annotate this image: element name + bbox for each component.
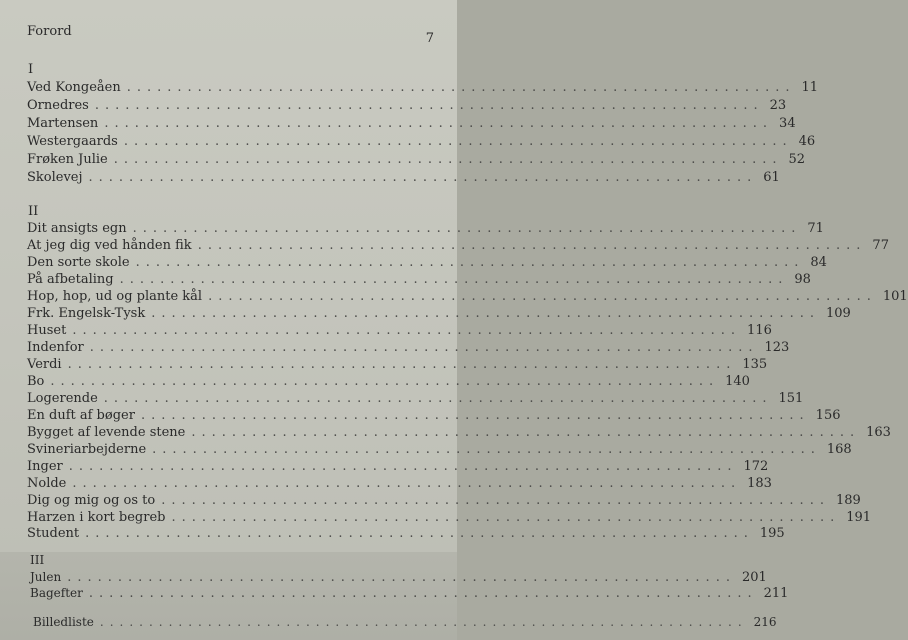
toc-entry-page: 61 (763, 170, 780, 185)
toc-entry-label: Skolevej (27, 170, 83, 185)
toc-leader: .................................................................. (126, 80, 796, 95)
toc-entry-picture-list (33, 614, 777, 630)
toc-leader: .................................................................. (161, 493, 830, 508)
toc-leader: .................................................................. (103, 391, 773, 406)
toc-leader: .................................................................. (85, 526, 754, 541)
toc-entry-label: Ved Kongeåen (27, 80, 121, 95)
toc-entry (27, 80, 819, 96)
toc-entry (27, 98, 787, 114)
toc-entry-label: Logerende (27, 391, 98, 406)
toc-entry-label: Harzen i kort begreb (27, 510, 166, 525)
toc-entry-page: 183 (747, 476, 772, 491)
toc-entry-label: Westergaards (27, 134, 118, 149)
toc-entry-label: Bagefter (30, 586, 83, 600)
toc-entry-label: Hop, hop, ud og plante kål (27, 289, 203, 304)
toc-entry-page: 123 (764, 340, 790, 355)
toc-entry-label: Dig og mig og os to (27, 493, 156, 508)
toc-leader: .................................................................. (171, 510, 841, 525)
toc-entry-label: Forord (27, 24, 72, 39)
toc-entry-page: 84 (810, 255, 827, 270)
toc-entry (27, 510, 872, 526)
toc-leader: .................................................................. (99, 615, 748, 629)
toc-entry (27, 306, 851, 322)
toc-leader: .................................................................. (104, 116, 774, 131)
toc-entry (27, 221, 824, 237)
toc-entry-label: Inger (27, 459, 63, 474)
toc-entry (27, 116, 796, 132)
toc-entry-label: Billedliste (33, 615, 94, 629)
toc-entry-page: 23 (769, 98, 787, 113)
toc-leader: .................................................................. (67, 357, 737, 372)
toc-entry-page: 211 (763, 586, 789, 601)
toc-entry-page: 195 (759, 526, 785, 541)
toc-entry-page: 168 (826, 442, 852, 457)
toc-entry (27, 476, 772, 492)
toc-entry-page: 11 (801, 80, 819, 95)
toc-entry-page: 109 (825, 306, 851, 321)
toc-entry (27, 374, 750, 390)
toc-entry-page: 77 (872, 238, 889, 253)
toc-entry (27, 340, 790, 356)
toc-entry-label: Den sorte skole (27, 255, 130, 270)
toc-leader: .................................................................. (68, 459, 738, 474)
section-numeral: II (28, 204, 39, 219)
toc-entry-page: 191 (846, 510, 872, 525)
toc-entry-page: 98 (794, 272, 811, 287)
toc-entry-page: 52 (788, 152, 806, 167)
toc-entry (27, 255, 827, 271)
toc-entry-page: 135 (742, 357, 768, 372)
toc-entry (27, 408, 841, 424)
toc-leader: .................................................................. (140, 408, 810, 423)
toc-leader: .................................................................. (197, 238, 867, 253)
toc-entry (27, 323, 772, 339)
toc-entry (27, 238, 889, 254)
toc-entry (27, 425, 891, 441)
toc-entry-label: På afbetaling (27, 272, 114, 287)
toc-leader: .................................................................. (208, 289, 877, 304)
toc-entry-page: 101 (882, 289, 908, 304)
toc-leader: .................................................................. (88, 170, 758, 185)
toc-entry (27, 134, 816, 150)
toc-leader: .................................................................. (152, 442, 821, 457)
toc-entry (30, 585, 789, 602)
toc-entry-label: Julen (30, 570, 62, 584)
toc-entry (27, 152, 806, 168)
toc-leader: .................................................................. (151, 306, 820, 321)
toc-entry-page: 189 (835, 493, 861, 508)
toc-leader: .................................................................. (132, 221, 802, 236)
toc-entry-label: Verdi (27, 357, 62, 372)
toc-entry-label: Huset (27, 323, 67, 338)
toc-entry-page: 216 (753, 615, 777, 629)
toc-entry-page: 71 (807, 221, 824, 236)
toc-entry (27, 493, 861, 509)
toc-leader: .................................................................. (191, 425, 861, 440)
toc-entry-label: At jeg dig ved hånden fik (27, 238, 192, 253)
toc-entry (27, 357, 768, 373)
toc-leader: .................................................................. (119, 272, 789, 287)
toc-entry-page: 34 (779, 116, 796, 131)
toc-entry-page: 201 (741, 570, 767, 585)
toc-entry-page: 172 (743, 459, 769, 474)
toc-entry-label: Frk. Engelsk-Tysk (27, 306, 146, 321)
toc-entry (27, 391, 804, 407)
toc-leader: .................................................................. (50, 374, 720, 389)
toc-leader: .................................................................. (88, 586, 758, 601)
toc-entry (27, 272, 811, 288)
toc-leader: .................................................................. (72, 476, 742, 491)
toc-entry-page: 156 (815, 408, 841, 423)
toc-entry (27, 289, 908, 305)
toc-entry-label: Dit ansigts egn (27, 221, 127, 236)
toc-entry (27, 459, 769, 475)
toc-leader: .................................................................. (89, 340, 759, 355)
toc-entry (27, 442, 852, 458)
toc-leader: .................................................................. (67, 570, 736, 585)
toc-entry (27, 170, 780, 186)
toc-entry-label: Nolde (27, 476, 67, 491)
toc-entry-foreword (27, 24, 434, 46)
toc-entry-page: 116 (747, 323, 772, 338)
toc-entry (30, 569, 767, 586)
toc-leader: .................................................................. (135, 255, 805, 270)
toc-entry-page: 140 (725, 374, 750, 389)
toc-entry-label: Indenfor (27, 340, 84, 355)
section-numeral: III (30, 553, 45, 567)
toc-leader: .................................................................. (123, 134, 793, 149)
toc-leader: .................................................................. (72, 323, 742, 338)
toc-entry-page: 163 (866, 425, 891, 440)
toc-entry-label: Bygget af levende stene (27, 425, 186, 440)
toc-entry-page: 151 (778, 391, 804, 406)
toc-entry-label: Bo (27, 374, 45, 389)
toc-leader: .................................................................. (113, 152, 783, 167)
section-numeral: I (28, 62, 34, 77)
toc-entry-label: En duft af bøger (27, 408, 135, 423)
toc-entry-label: Frøken Julie (27, 152, 108, 167)
toc-leader: .................................................................. (94, 98, 764, 113)
toc-entry-label: Svineriarbejderne (27, 442, 147, 457)
toc-entry-page: 7 (425, 31, 434, 46)
toc-entry (27, 526, 785, 542)
toc-entry-label: Martensen (27, 116, 99, 131)
toc-entry-label: Ornedres (27, 98, 89, 113)
toc-entry-label: Student (27, 526, 80, 541)
toc-entry-page: 46 (798, 134, 816, 149)
